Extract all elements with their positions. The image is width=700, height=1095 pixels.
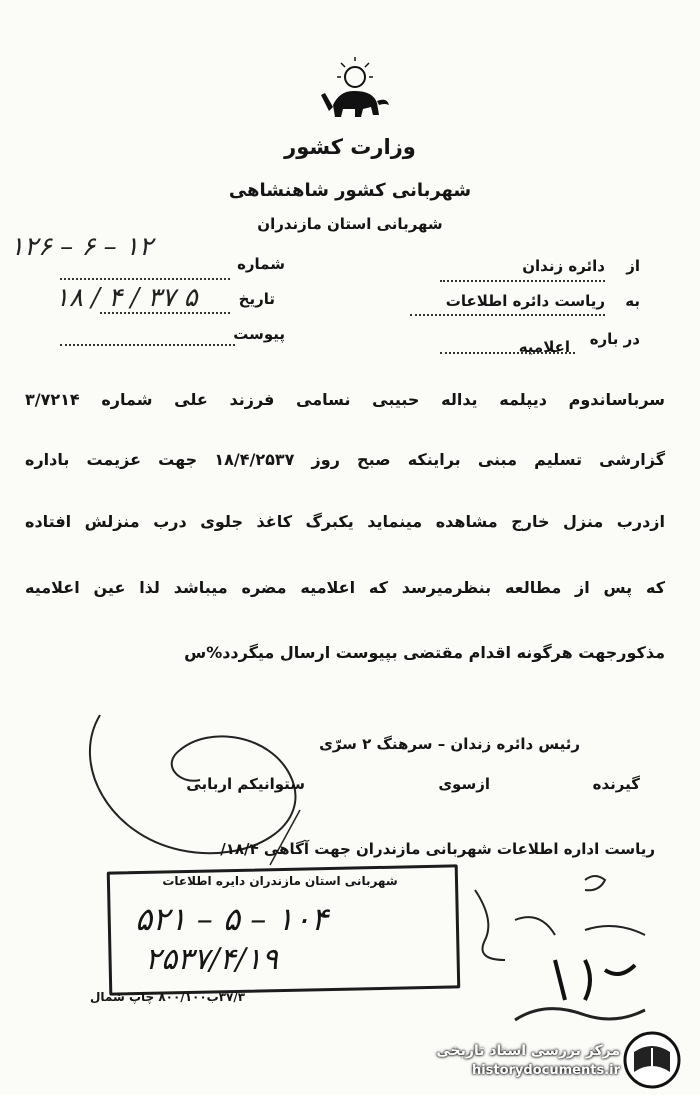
stamp-date: ۲۵۳۷/۴/۱۹ (145, 942, 279, 977)
subject-value: اعلامیه (518, 338, 570, 356)
stamp-number: ۵۲۱ – ۵ – ۱۰۴ (135, 900, 328, 938)
distribution-line: ریاست اداره اطلاعات شهربانی مازندران جهت آگاهی ۱۸/۴/ (220, 840, 655, 858)
signer-title: رئیس دائره زندان – سرهنگ ۲ سرّی (319, 735, 580, 753)
lion-and-sun-emblem-icon (315, 55, 395, 125)
number-dotted-line (60, 278, 230, 280)
letter-date-value: ۱۸ / ۴ / ۳۷ ۵ (55, 283, 198, 313)
to-value: ریاست دائره اطلاعات (445, 292, 605, 310)
subject-label: در باره (589, 330, 640, 348)
police-province-title: شهربانی استان مازندران (257, 215, 443, 233)
ministry-title: وزارت کشور (284, 135, 416, 159)
police-national-title: شهربانی کشور شاهنشاهی (228, 180, 472, 201)
attachment-dotted-line (60, 344, 235, 346)
print-form-code: ۳۷/۳ب۸۰۰/۱۰۰ چاپ شمال (90, 990, 246, 1004)
to-label: به (625, 292, 640, 310)
stamp-header: شهربانی استان مازندران دایره اطلاعات (162, 874, 398, 888)
watermark-title: مرکز بررسی اسناد تاریخی (436, 1043, 620, 1059)
body-line: مذکورجهت هرگونه اقدام مقتضی بپیوست ارسال میگردد%س (184, 643, 665, 662)
from-value: دائره زندان (522, 257, 605, 275)
book-logo-icon (622, 1030, 682, 1090)
signer-name: ستوانیکم اربابی (186, 775, 305, 793)
body-line: گزارشی تسلیم مبنی براینکه صبح روز ۱۸/۴/۲۵۳۷ جهت عزیمت باداره (25, 450, 666, 469)
to-dotted-line (410, 314, 605, 316)
letter-number-value: ۱۲۶ – ۶ – ۱۲ (10, 232, 153, 262)
from-on-behalf-label: ازسوی (438, 775, 490, 793)
from-label: از (626, 257, 640, 275)
body-line: که پس از مطالعه بنظرمیرسد که اعلامیه مضره میباشد لذا عین اعلامیه (25, 578, 665, 597)
from-dotted-line (440, 280, 605, 282)
watermark-url: historydocuments.ir (471, 1063, 620, 1078)
letter-date-label: تاریخ (238, 290, 275, 308)
body-line: سرباساندوم دیپلمه یداله حبیبی نسامی فرزند علی شماره ۳/۷۲۱۴ (25, 390, 665, 409)
date-dotted-line (100, 312, 230, 314)
letter-number-label: شماره (237, 255, 285, 273)
subject-dotted-line (440, 352, 575, 354)
attachment-label: پیوست (233, 325, 285, 343)
handwritten-margin-notes (455, 860, 670, 1050)
recipients-label: گیرنده (592, 775, 640, 793)
body-line: ازدرب منزل خارج مشاهده مینماید یکبرگ کاغذ جلوی درب منزلش افتاده (25, 512, 665, 531)
